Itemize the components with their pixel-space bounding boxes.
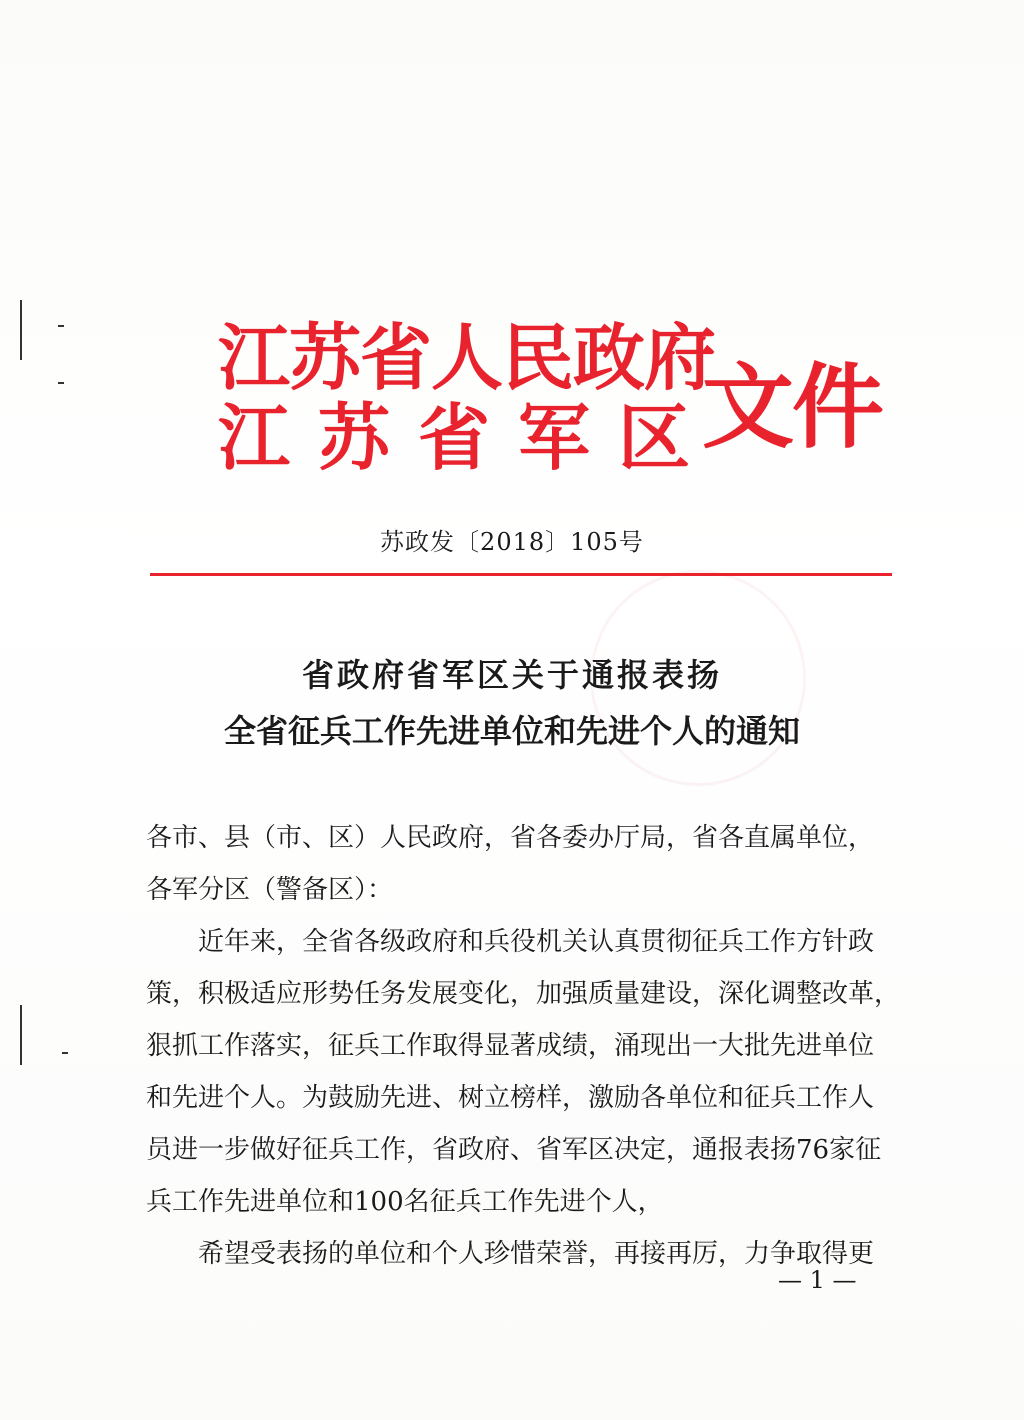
doc-number: 苏政发〔2018〕105号: [380, 528, 644, 556]
title-line-2: 全省征兵工作先进单位和先进个人的通知: [223, 712, 800, 750]
issuer-line-1: 江苏省人民政府: [218, 316, 716, 400]
doc-word: 文件: [702, 354, 883, 461]
document-header: [218, 316, 883, 480]
binding-mark: [20, 1005, 22, 1065]
issuer-line-2: 江苏省军区: [218, 396, 719, 480]
body-line: 近年来，全省各级政府和兵役机关认真贯彻征兵工作方针政: [198, 927, 875, 957]
red-divider-line: [150, 573, 892, 576]
title-line-1: 省政府省军区关于通报表扬: [301, 656, 722, 694]
page-number: — 1 —: [778, 1266, 857, 1294]
body-text: [146, 812, 901, 1280]
body-line: 各市、县（市、区）人民政府，省各委办厅局，省各直属单位，: [146, 823, 875, 853]
body-line: 兵工作先进单位和100名征兵工作先进个人，: [146, 1187, 664, 1217]
body-line: 狠抓工作落实，征兵工作取得显著成绩，涌现出一大批先进单位: [146, 1031, 875, 1061]
body-line: 希望受表扬的单位和个人珍惜荣誉，再接再厉，力争取得更: [198, 1239, 875, 1269]
body-line: 策，积极适应形势任务发展变化，加强质量建设，深化调整改革，: [146, 979, 901, 1009]
binding-mark: [20, 300, 22, 360]
binding-mark: [58, 382, 64, 384]
body-line: 员进一步做好征兵工作，省政府、省军区决定，通报表扬76家征: [146, 1135, 882, 1165]
binding-mark: [62, 1052, 68, 1054]
binding-mark: [58, 325, 64, 327]
body-line: 和先进个人。为鼓励先进、树立榜样，激励各单位和征兵工作人: [146, 1083, 875, 1113]
body-line: 各军分区（警备区）：: [146, 875, 394, 905]
